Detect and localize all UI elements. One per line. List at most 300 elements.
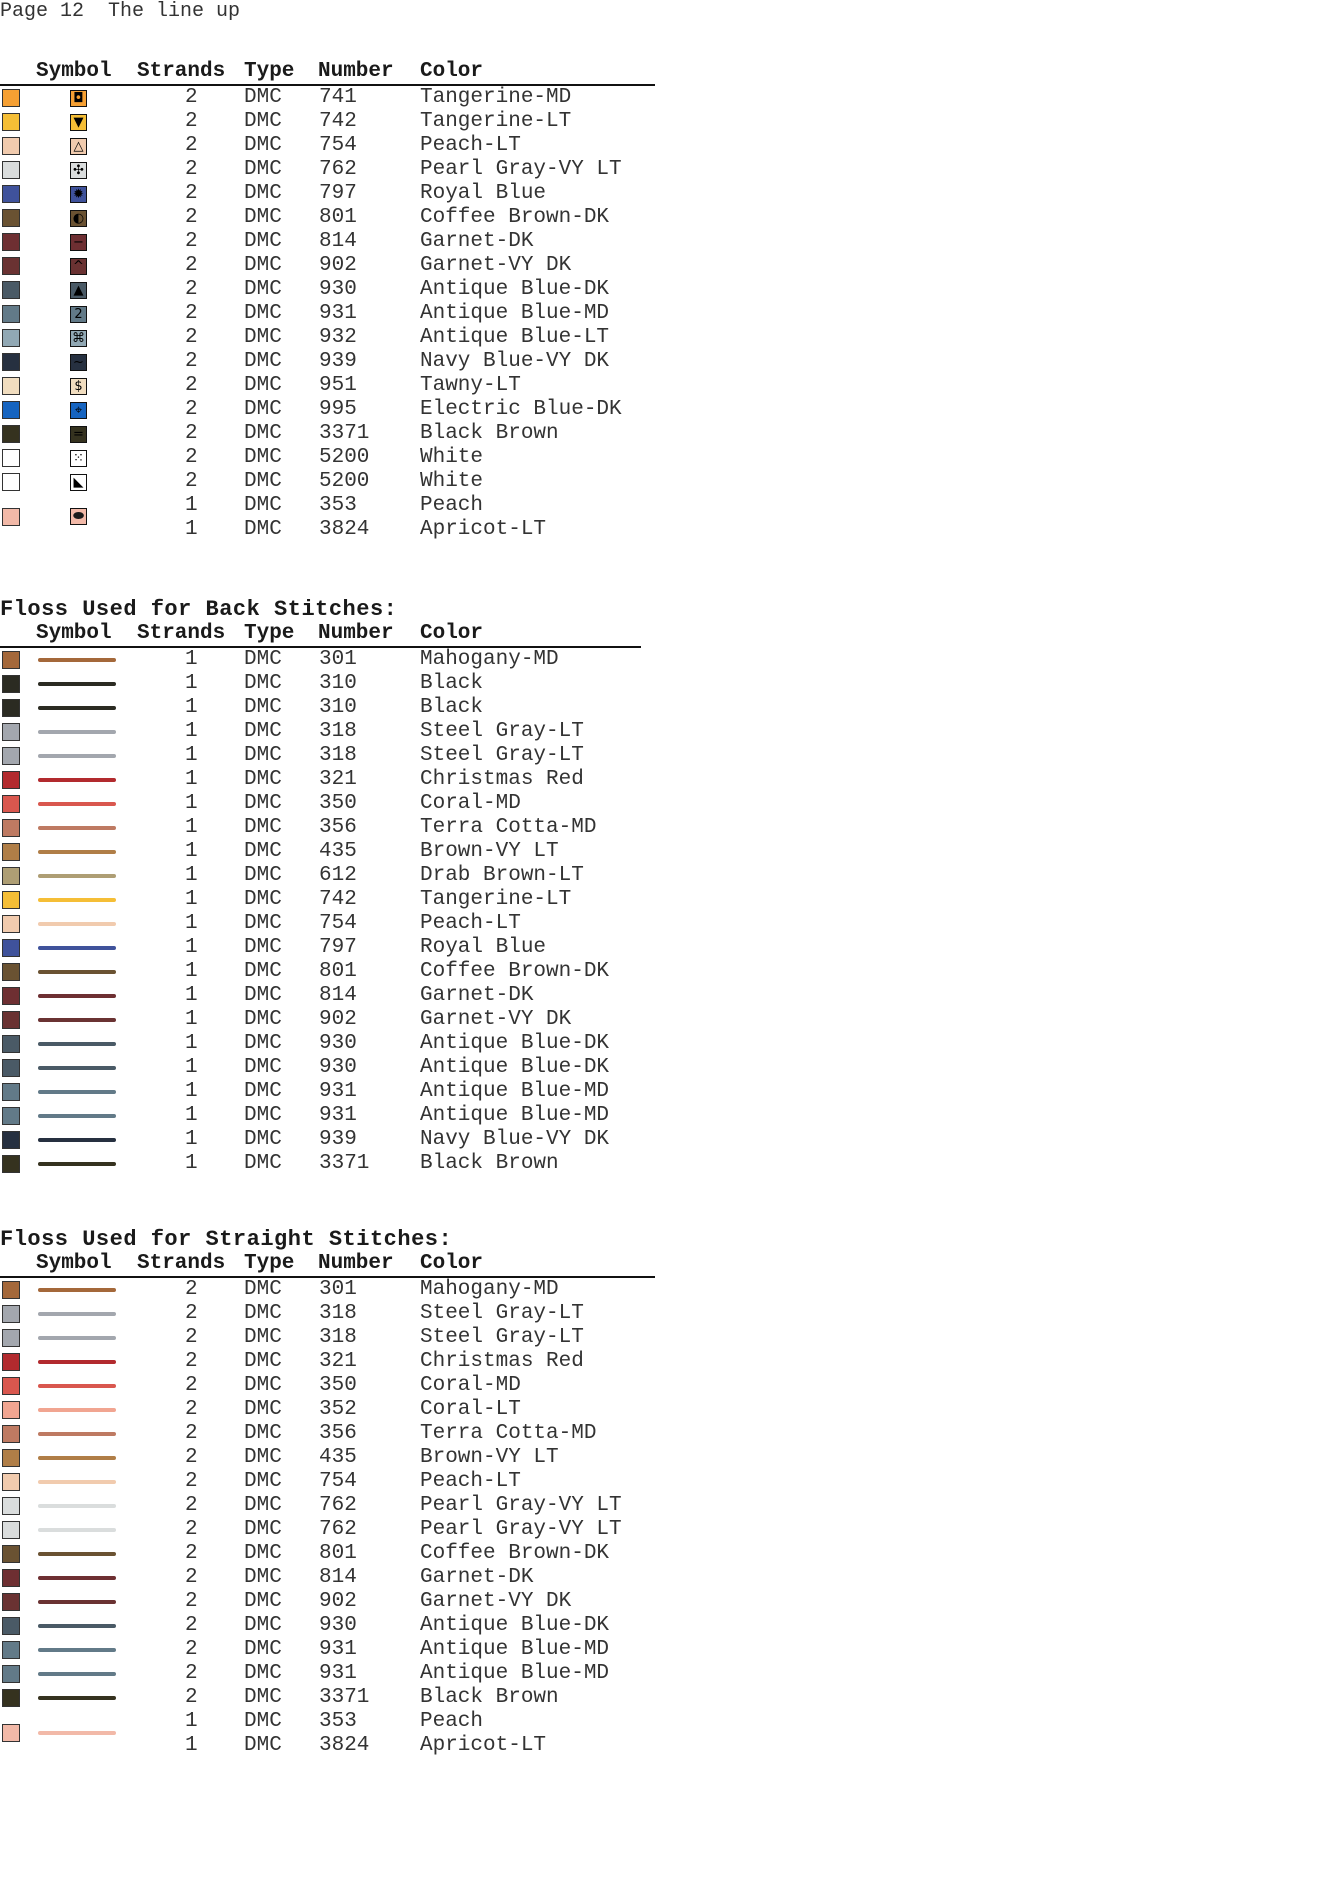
- table-row: [0, 350, 655, 374]
- stitch-line-icon: [38, 754, 116, 758]
- strands-cell: 1: [185, 912, 198, 935]
- stitch-symbol-icon: △: [70, 138, 87, 155]
- number-cell: 318: [319, 1326, 357, 1349]
- table-row: [0, 398, 655, 422]
- color-swatch: [2, 185, 20, 203]
- type-cell: DMC: [244, 1080, 282, 1103]
- strands-cell: 2: [185, 1686, 198, 1709]
- number-cell: 754: [319, 134, 357, 157]
- table-row: [0, 422, 655, 446]
- number-cell: 310: [319, 672, 357, 695]
- type-cell: DMC: [244, 1104, 282, 1127]
- number-cell: 3371: [319, 422, 370, 445]
- type-cell: DMC: [244, 1614, 282, 1637]
- color-swatch: [2, 89, 20, 107]
- table-row: [0, 230, 655, 254]
- color-name-cell: Tangerine-MD: [420, 86, 572, 109]
- strands-cell: 1: [185, 936, 198, 959]
- number-cell: 310: [319, 696, 357, 719]
- strands-cell: 2: [185, 1614, 198, 1637]
- strands-cell: 2: [185, 1398, 198, 1421]
- stitch-line-icon: [38, 1042, 116, 1046]
- number-cell: 995: [319, 398, 357, 421]
- table-row: [0, 1008, 641, 1032]
- strands-cell: 1: [185, 494, 198, 517]
- header-type: Type: [244, 60, 295, 83]
- color-name-cell: Coral-LT: [420, 1398, 521, 1421]
- type-cell: DMC: [244, 278, 282, 301]
- color-swatch: [2, 1497, 20, 1515]
- table-row: [0, 494, 655, 518]
- number-cell: 754: [319, 1470, 357, 1493]
- color-name-cell: Garnet-VY DK: [420, 254, 572, 277]
- strands-cell: 1: [185, 1056, 198, 1079]
- color-name-cell: Steel Gray-LT: [420, 1326, 584, 1349]
- stitch-line-icon: [38, 826, 116, 830]
- color-name-cell: Coral-MD: [420, 1374, 521, 1397]
- color-name-cell: Antique Blue-DK: [420, 278, 610, 301]
- strands-cell: 2: [185, 278, 198, 301]
- color-name-cell: Terra Cotta-MD: [420, 816, 597, 839]
- color-name-cell: Garnet-DK: [420, 1566, 534, 1589]
- strands-cell: 1: [185, 768, 198, 791]
- type-cell: DMC: [244, 1734, 282, 1757]
- color-name-cell: Peach-LT: [420, 134, 521, 157]
- stitch-line-icon: [38, 970, 116, 974]
- color-swatch: [2, 771, 20, 789]
- strands-cell: 1: [185, 648, 198, 671]
- stitch-line-icon: [38, 1312, 116, 1316]
- color-swatch: [2, 305, 20, 323]
- stitch-symbol-icon: ^: [70, 258, 87, 275]
- strands-cell: 2: [185, 1542, 198, 1565]
- color-name-cell: Black: [420, 672, 484, 695]
- color-swatch: [2, 987, 20, 1005]
- table-row: [0, 1128, 641, 1152]
- table-row: [0, 864, 641, 888]
- stitch-line-icon: [38, 874, 116, 878]
- number-cell: 301: [319, 648, 357, 671]
- type-cell: DMC: [244, 840, 282, 863]
- page-header: Page 12 The line up: [0, 0, 241, 23]
- type-cell: DMC: [244, 350, 282, 373]
- strands-cell: 2: [185, 1374, 198, 1397]
- color-name-cell: Electric Blue-DK: [420, 398, 622, 421]
- color-swatch: [2, 1281, 20, 1299]
- strands-cell: 2: [185, 326, 198, 349]
- table-row: [0, 326, 655, 350]
- strands-cell: 2: [185, 398, 198, 421]
- color-swatch: [2, 1059, 20, 1077]
- table-row: [0, 1662, 655, 1686]
- header-color: Color: [420, 1252, 484, 1275]
- color-name-cell: Antique Blue-MD: [420, 1080, 610, 1103]
- strands-cell: 2: [185, 302, 198, 325]
- number-cell: 3824: [319, 1734, 370, 1757]
- legend-rows: [0, 648, 641, 1176]
- legend-rows: [0, 1278, 655, 1758]
- number-cell: 932: [319, 326, 357, 349]
- color-swatch: [2, 329, 20, 347]
- color-name-cell: Navy Blue-VY DK: [420, 1128, 610, 1151]
- strands-cell: 2: [185, 446, 198, 469]
- strands-cell: 1: [185, 1008, 198, 1031]
- color-swatch: [2, 137, 20, 155]
- type-cell: DMC: [244, 1446, 282, 1469]
- color-swatch: [2, 843, 20, 861]
- number-cell: 353: [319, 1710, 357, 1733]
- table-row: [0, 984, 641, 1008]
- table-row: [0, 1446, 655, 1470]
- strands-cell: 2: [185, 182, 198, 205]
- stitch-line-icon: [38, 1648, 116, 1652]
- stitch-symbol-icon: ⁙: [70, 450, 87, 467]
- number-cell: 762: [319, 1494, 357, 1517]
- color-swatch: [2, 651, 20, 669]
- color-swatch: [2, 1425, 20, 1443]
- table-row: [0, 1734, 655, 1758]
- number-cell: 931: [319, 1104, 357, 1127]
- strands-cell: 2: [185, 1494, 198, 1517]
- number-cell: 318: [319, 720, 357, 743]
- color-swatch: [2, 353, 20, 371]
- table-row: [0, 374, 655, 398]
- type-cell: DMC: [244, 1638, 282, 1661]
- color-name-cell: Christmas Red: [420, 1350, 584, 1373]
- color-swatch: [2, 1521, 20, 1539]
- type-cell: DMC: [244, 1710, 282, 1733]
- stitch-line-icon: [38, 706, 116, 710]
- number-cell: 356: [319, 1422, 357, 1445]
- table-row: [0, 816, 641, 840]
- color-swatch: [2, 1724, 20, 1742]
- stitch-line-icon: [38, 1528, 116, 1532]
- stitch-symbol-icon: ▼: [70, 114, 87, 131]
- strands-cell: 2: [185, 1662, 198, 1685]
- number-cell: 5200: [319, 470, 370, 493]
- color-swatch: [2, 113, 20, 131]
- stitch-symbol-icon: −: [70, 234, 87, 251]
- type-cell: DMC: [244, 792, 282, 815]
- strands-cell: 1: [185, 518, 198, 541]
- number-cell: 3824: [319, 518, 370, 541]
- strands-cell: 1: [185, 888, 198, 911]
- color-name-cell: Apricot-LT: [420, 1734, 547, 1757]
- number-cell: 321: [319, 768, 357, 791]
- color-name-cell: Drab Brown-LT: [420, 864, 584, 887]
- color-name-cell: Black: [420, 696, 484, 719]
- type-cell: DMC: [244, 648, 282, 671]
- stitch-symbol-icon: ◐: [70, 210, 87, 227]
- number-cell: 801: [319, 960, 357, 983]
- stitch-line-icon: [38, 1552, 116, 1556]
- type-cell: DMC: [244, 398, 282, 421]
- color-swatch: [2, 1401, 20, 1419]
- number-cell: 301: [319, 1278, 357, 1301]
- color-name-cell: Antique Blue-LT: [420, 326, 610, 349]
- color-name-cell: Garnet-VY DK: [420, 1008, 572, 1031]
- color-swatch: [2, 795, 20, 813]
- type-cell: DMC: [244, 1662, 282, 1685]
- number-cell: 814: [319, 1566, 357, 1589]
- number-cell: 930: [319, 1614, 357, 1637]
- strands-cell: 1: [185, 960, 198, 983]
- strands-cell: 2: [185, 1422, 198, 1445]
- color-name-cell: Black Brown: [420, 422, 559, 445]
- table-row: [0, 206, 655, 230]
- stitch-symbol-icon: ◘: [70, 90, 87, 107]
- table-row: [0, 1302, 655, 1326]
- header-symbol: Symbol: [36, 1252, 112, 1275]
- number-cell: 797: [319, 182, 357, 205]
- strands-cell: 1: [185, 1104, 198, 1127]
- type-cell: DMC: [244, 960, 282, 983]
- stitch-symbol-icon: ◣: [70, 474, 87, 491]
- stitch-line-icon: [38, 898, 116, 902]
- legend-rows: [0, 86, 655, 542]
- color-name-cell: Garnet-DK: [420, 984, 534, 1007]
- strands-cell: 2: [185, 134, 198, 157]
- stitch-line-icon: [38, 730, 116, 734]
- strands-cell: 1: [185, 744, 198, 767]
- color-name-cell: Coral-MD: [420, 792, 521, 815]
- stitch-line-icon: [38, 994, 116, 998]
- blended-pair: [0, 1710, 655, 1758]
- stitch-line-icon: [38, 850, 116, 854]
- color-name-cell: Navy Blue-VY DK: [420, 350, 610, 373]
- stitch-line-icon: [38, 1090, 116, 1094]
- table-row: [0, 182, 655, 206]
- stitch-symbol-icon: ✹: [70, 186, 87, 203]
- table-row: [0, 912, 641, 936]
- color-swatch: [2, 377, 20, 395]
- type-cell: DMC: [244, 864, 282, 887]
- stitch-line-icon: [38, 1696, 116, 1700]
- stitch-line-icon: [38, 682, 116, 686]
- type-cell: DMC: [244, 1542, 282, 1565]
- strands-cell: 1: [185, 816, 198, 839]
- color-swatch: [2, 915, 20, 933]
- type-cell: DMC: [244, 518, 282, 541]
- color-name-cell: Brown-VY LT: [420, 840, 559, 863]
- header-type: Type: [244, 622, 295, 645]
- type-cell: DMC: [244, 326, 282, 349]
- table-row: [0, 302, 655, 326]
- color-swatch: [2, 1353, 20, 1371]
- number-cell: 902: [319, 254, 357, 277]
- color-name-cell: Antique Blue-MD: [420, 302, 610, 325]
- number-cell: 931: [319, 1638, 357, 1661]
- stitch-line-icon: [38, 658, 116, 662]
- strands-cell: 2: [185, 350, 198, 373]
- number-cell: 930: [319, 1032, 357, 1055]
- color-swatch: [2, 449, 20, 467]
- stitch-line-icon: [38, 778, 116, 782]
- table-row: [0, 254, 655, 278]
- number-cell: 762: [319, 1518, 357, 1541]
- color-swatch: [2, 1107, 20, 1125]
- back-stitches-section: [0, 598, 641, 1176]
- strands-cell: 1: [185, 672, 198, 695]
- table-row: [0, 720, 641, 744]
- strands-cell: 1: [185, 1032, 198, 1055]
- color-name-cell: Peach-LT: [420, 1470, 521, 1493]
- strands-cell: 1: [185, 840, 198, 863]
- color-name-cell: Antique Blue-DK: [420, 1056, 610, 1079]
- strands-cell: 1: [185, 720, 198, 743]
- stitch-line-icon: [38, 1576, 116, 1580]
- type-cell: DMC: [244, 494, 282, 517]
- number-cell: 939: [319, 350, 357, 373]
- color-swatch: [2, 209, 20, 227]
- number-cell: 318: [319, 744, 357, 767]
- type-cell: DMC: [244, 182, 282, 205]
- number-cell: 902: [319, 1008, 357, 1031]
- color-name-cell: Mahogany-MD: [420, 648, 559, 671]
- color-name-cell: Coffee Brown-DK: [420, 1542, 610, 1565]
- stitch-line-icon: [38, 922, 116, 926]
- table-row: [0, 792, 641, 816]
- strands-cell: 2: [185, 1350, 198, 1373]
- blended-pair: [0, 494, 655, 542]
- type-cell: DMC: [244, 1278, 282, 1301]
- strands-cell: 1: [185, 696, 198, 719]
- number-cell: 801: [319, 1542, 357, 1565]
- color-name-cell: Peach-LT: [420, 912, 521, 935]
- type-cell: DMC: [244, 134, 282, 157]
- color-swatch: [2, 963, 20, 981]
- color-swatch: [2, 1593, 20, 1611]
- number-cell: 939: [319, 1128, 357, 1151]
- strands-cell: 1: [185, 1128, 198, 1151]
- type-cell: DMC: [244, 446, 282, 469]
- color-name-cell: Coffee Brown-DK: [420, 206, 610, 229]
- table-row: [0, 960, 641, 984]
- number-cell: 612: [319, 864, 357, 887]
- type-cell: DMC: [244, 1326, 282, 1349]
- number-cell: 741: [319, 86, 357, 109]
- color-swatch: [2, 1689, 20, 1707]
- number-cell: 754: [319, 912, 357, 935]
- color-swatch: [2, 425, 20, 443]
- color-name-cell: Steel Gray-LT: [420, 720, 584, 743]
- type-cell: DMC: [244, 1032, 282, 1055]
- type-cell: DMC: [244, 1470, 282, 1493]
- stitch-line-icon: [38, 1432, 116, 1436]
- header-number: Number: [318, 60, 394, 83]
- strands-cell: 2: [185, 206, 198, 229]
- number-cell: 352: [319, 1398, 357, 1421]
- number-cell: 350: [319, 1374, 357, 1397]
- symbol-legend-section: [0, 60, 655, 542]
- section-title: Floss Used for Straight Stitches:: [0, 1227, 453, 1252]
- table-row: [0, 840, 641, 864]
- color-name-cell: Antique Blue-MD: [420, 1104, 610, 1127]
- header-symbol: Symbol: [36, 60, 112, 83]
- color-name-cell: Peach: [420, 1710, 484, 1733]
- strands-cell: 1: [185, 792, 198, 815]
- number-cell: 930: [319, 1056, 357, 1079]
- color-swatch: [2, 675, 20, 693]
- header-strands: Strands: [137, 60, 226, 83]
- type-cell: DMC: [244, 768, 282, 791]
- strands-cell: 1: [185, 1734, 198, 1757]
- table-row: [0, 1566, 655, 1590]
- color-name-cell: Pearl Gray-VY LT: [420, 158, 622, 181]
- strands-cell: 1: [185, 1710, 198, 1733]
- type-cell: DMC: [244, 1374, 282, 1397]
- type-cell: DMC: [244, 86, 282, 109]
- type-cell: DMC: [244, 744, 282, 767]
- strands-cell: 2: [185, 1326, 198, 1349]
- stitch-symbol-icon: ⌘: [72, 331, 85, 346]
- number-cell: 5200: [319, 446, 370, 469]
- stitch-symbol-icon: $: [70, 378, 87, 395]
- color-name-cell: Pearl Gray-VY LT: [420, 1518, 622, 1541]
- type-cell: DMC: [244, 1422, 282, 1445]
- stitch-line-icon: [38, 1731, 116, 1735]
- strands-cell: 2: [185, 254, 198, 277]
- table-row: [0, 110, 655, 134]
- table-row: [0, 1326, 655, 1350]
- color-name-cell: Apricot-LT: [420, 518, 547, 541]
- type-cell: DMC: [244, 254, 282, 277]
- table-row: [0, 1686, 655, 1710]
- stitch-line-icon: [38, 1114, 116, 1118]
- header-strands: Strands: [137, 1252, 226, 1275]
- color-name-cell: Peach: [420, 494, 484, 517]
- color-swatch: [2, 508, 20, 526]
- number-cell: 3371: [319, 1152, 370, 1175]
- color-swatch: [2, 281, 20, 299]
- stitch-line-icon: [38, 1138, 116, 1142]
- section-title: Floss Used for Back Stitches:: [0, 597, 398, 622]
- color-swatch: [2, 473, 20, 491]
- color-swatch: [2, 747, 20, 765]
- number-cell: 321: [319, 1350, 357, 1373]
- strands-cell: 2: [185, 158, 198, 181]
- strands-cell: 2: [185, 422, 198, 445]
- color-name-cell: Antique Blue-DK: [420, 1032, 610, 1055]
- number-cell: 742: [319, 888, 357, 911]
- table-row: [0, 158, 655, 182]
- type-cell: DMC: [244, 1686, 282, 1709]
- type-cell: DMC: [244, 1008, 282, 1031]
- color-swatch: [2, 1377, 20, 1395]
- color-swatch: [2, 699, 20, 717]
- header-type: Type: [244, 1252, 295, 1275]
- type-cell: DMC: [244, 158, 282, 181]
- stitch-line-icon: [38, 1360, 116, 1364]
- table-row: [0, 1032, 641, 1056]
- table-row: [0, 888, 641, 912]
- color-name-cell: Garnet-DK: [420, 230, 534, 253]
- color-name-cell: Terra Cotta-MD: [420, 1422, 597, 1445]
- table-header: [0, 60, 655, 84]
- stitch-line-icon: [38, 1288, 116, 1292]
- color-name-cell: Steel Gray-LT: [420, 744, 584, 767]
- table-row: [0, 1350, 655, 1374]
- color-swatch: [2, 1131, 20, 1149]
- table-row: [0, 1152, 641, 1176]
- table-row: [0, 1470, 655, 1494]
- type-cell: DMC: [244, 720, 282, 743]
- stitch-line-icon: [38, 802, 116, 806]
- number-cell: 814: [319, 984, 357, 1007]
- table-row: [0, 936, 641, 960]
- type-cell: DMC: [244, 470, 282, 493]
- type-cell: DMC: [244, 1494, 282, 1517]
